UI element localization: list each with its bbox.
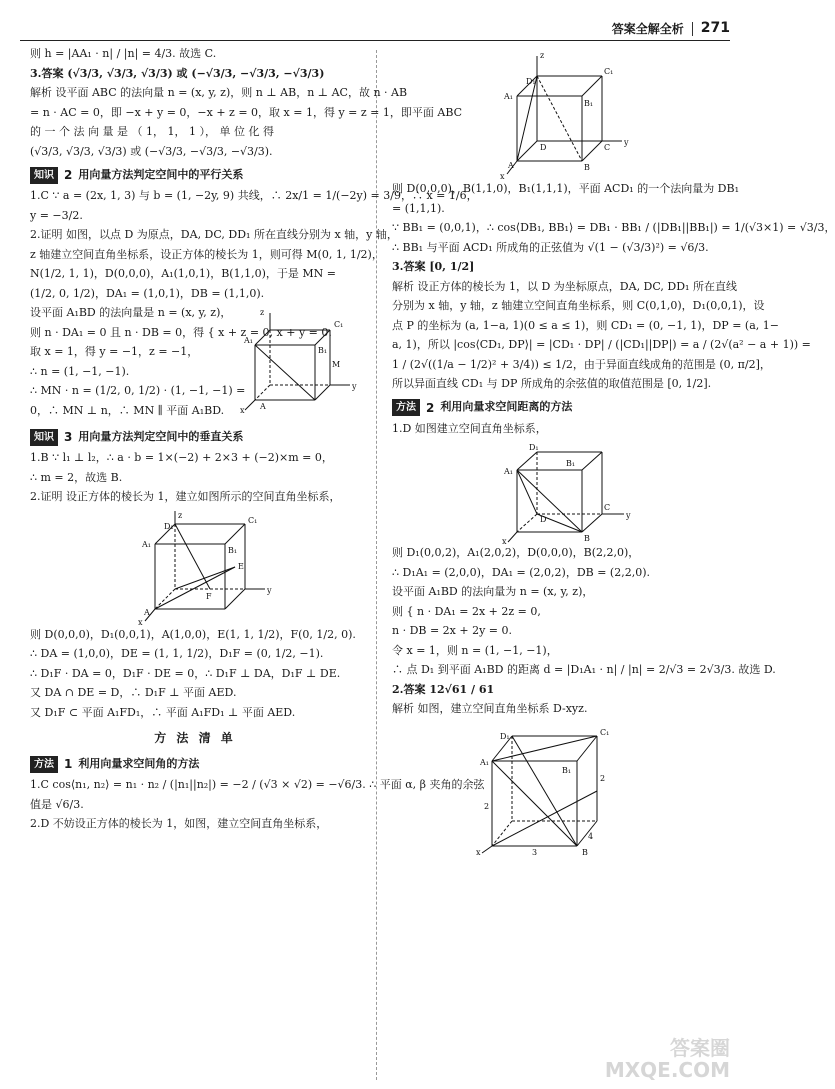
fig4-label-b1: B₁	[566, 459, 576, 468]
fig5-dim-2b: 2	[484, 801, 490, 811]
header-rule	[20, 40, 730, 41]
fig1-label-c: C	[604, 143, 611, 152]
section-tag: 知识	[30, 429, 58, 446]
cube-figure-4	[392, 440, 722, 545]
text-line: 则 { n · DA₁ = 2x + 2z = 0,	[392, 604, 541, 618]
cube-figure-3	[30, 509, 360, 627]
text-line: 分别为 x 轴，y 轴，z 轴建立空间直角坐标系，则 C(0,1,0)，D₁(0,0,1)，设	[392, 299, 765, 312]
fig4-label-c: C	[604, 503, 611, 512]
text-line: 1.D 如图建立空间直角坐标系，	[392, 421, 547, 435]
text-line: 则 D(0,0,0)，D₁(0,0,1)，A(1,0,0)，E(1, 1, 1/2)，F(0, 1/2, 0).	[30, 627, 356, 641]
text-line: ∴ D₁F · DA = 0，D₁F · DE = 0，∴ D₁F ⊥ DA，D₁F ⊥ DE.	[30, 666, 341, 680]
fig2-label-x: x	[240, 406, 245, 415]
fig3-label-x: x	[138, 617, 143, 627]
fig1-label-b1: B₁	[584, 99, 594, 108]
text-line: ∴ D₁A₁ = (2,0,0)，DA₁ = (2,0,2)，DB = (2,2,0).	[392, 565, 650, 579]
fig2-label-b1: B₁	[318, 346, 328, 355]
fig4-label-y: y	[626, 511, 631, 520]
fig5-label-b: B	[582, 847, 588, 857]
section-heading	[30, 166, 360, 184]
text-line: ∴ BB₁ 与平面 ACD₁ 所成角的正弦值为 √(1 − (√3/3)²) = √6/3.	[392, 240, 709, 254]
text-line: 设平面 A₁BD 的法向量是 n = (x, y, z)，	[30, 306, 232, 319]
fig5-label-a1: A₁	[480, 757, 489, 767]
right-column	[392, 46, 835, 857]
fig1-label-a1: A₁	[504, 92, 513, 101]
text-line: 1 / (2√((1/a − 1/2)² + 3/4)) ≤ 1/2，由于异面直线成角的范围是 (0, π/2]，	[392, 357, 771, 371]
fig2-label-a1: A₁	[244, 336, 253, 345]
text-line: 令 x = 1，则 n = (1, −1, −1)，	[392, 643, 558, 657]
answer-heading: 3.答案 (√3/3, √3/3, √3/3) 或 (−√3/3, −√3/3, −√3/3)	[30, 66, 325, 80]
fig5-dim-3: 3	[532, 847, 538, 857]
page-number: 271	[700, 20, 730, 36]
section-tag: 方法	[30, 756, 58, 773]
text-line: 设平面 A₁BD 的法向量为 n = (x, y, z)，	[392, 585, 594, 598]
fig1-label-d: D	[540, 143, 547, 152]
text-line: 0，∴ MN ⊥ n，∴ MN ∥ 平面 A₁BD.	[30, 403, 225, 417]
text-line: ∴ m = 2，故选 B.	[30, 470, 123, 484]
fig1-label-b: B	[584, 163, 590, 172]
text-line: n · DB = 2x + 2y = 0.	[392, 624, 513, 637]
text-line: 1.B ∵ l₁ ⊥ l₂，∴ a · b = 1×(−2) + 2×3 + (−2)×m = 0，	[30, 451, 333, 464]
fig2-label-y: y	[352, 382, 357, 391]
text-line: 解析 如图，建立空间直角坐标系 D-xyz.	[392, 702, 588, 715]
text-line: 点 P 的坐标为 (a, 1−a, 1)(0 ≤ a ≤ 1)，则 CD₁ = (0, −1, 1)，DP = (a, 1−	[392, 318, 779, 332]
fig2-label-c1: C₁	[334, 320, 344, 329]
text-line: 解析 设正方体的棱长为 1，以 D 为坐标原点，DA, DC, DD₁ 所在直线	[392, 279, 737, 293]
text-line: 则 n · DA₁ = 0 且 n · DB = 0，得 { x + z = 0, x + y = 0.	[30, 325, 332, 339]
fig3-label-d1: D₁	[164, 521, 174, 531]
text-line: 2.D 不妨设正方体的棱长为 1，如图，建立空间直角坐标系，	[30, 817, 328, 830]
method-list-heading: 方 法 清 单	[154, 731, 236, 745]
text-line: = (1,1,1).	[392, 201, 445, 215]
section-number: 2	[426, 400, 435, 415]
text-line: 则 D₁(0,0,2)，A₁(2,0,2)，D(0,0,0)，B(2,2,0)，	[392, 546, 640, 559]
text-line: ∴ MN · n = (1/2, 0, 1/2) · (1, −1, −1) =	[30, 384, 246, 397]
answer-heading: 2.答案 12√61 / 61	[392, 682, 495, 696]
section-title: 利用向量求空间距离的方法	[440, 400, 573, 414]
watermark-line2: MXQE.COM	[604, 1058, 730, 1082]
fig1-label-d1: D₁	[526, 77, 536, 86]
fig3-label-b1: B₁	[228, 545, 238, 555]
section-title: 用向量方法判定空间中的平行关系	[78, 167, 244, 181]
watermark-line1: 答案圈	[670, 1036, 730, 1060]
fig1-label-c1: C₁	[604, 67, 614, 76]
fig3-label-a1: A₁	[142, 539, 151, 549]
section-heading	[392, 399, 722, 417]
text-line: 取 x = 1，得 y = −1，z = −1，	[30, 345, 199, 358]
fig4-label-x: x	[502, 537, 507, 546]
section-number: 2	[64, 168, 73, 182]
section-number: 1	[64, 757, 73, 771]
text-line: N(1/2, 1, 1)，D(0,0,0)，A₁(1,0,1)，B(1,1,0)，于是 MN =	[30, 267, 336, 280]
section-heading	[30, 428, 360, 446]
answer-heading: 3.答案 [0, 1/2]	[392, 260, 475, 273]
fig4-label-d1: D₁	[529, 443, 539, 452]
fig4-label-a1: A₁	[504, 467, 513, 476]
fig2-label-a: A	[260, 402, 266, 411]
text-line: ∵ BB₁ = (0,0,1)，∴ cos⟨DB₁, BB₁⟩ = DB₁ · BB₁ / (|DB₁||BB₁|) = 1/(√3×1) = √3/3，	[392, 221, 835, 234]
fig3-label-e: E	[238, 561, 244, 571]
fig1-label-z: z	[540, 51, 545, 60]
section-title: 用向量方法判定空间中的垂直关系	[78, 429, 244, 443]
cube-figure-5	[392, 721, 722, 856]
text-line: ∴ 点 D₁ 到平面 A₁BD 的距离 d = |D₁A₁ · n| / |n| = 2/√3 = 2√3/3. 故选 D.	[392, 663, 776, 676]
fig3-label-z: z	[178, 510, 183, 520]
text-line: (√3/3, √3/3, √3/3) 或 (−√3/3, −√3/3, −√3/3).	[30, 144, 273, 158]
text-line: 又 DA ∩ DE = D，∴ D₁F ⊥ 平面 AED.	[30, 686, 237, 699]
text-line: 又 D₁F ⊂ 平面 A₁FD₁，∴ 平面 A₁FD₁ ⊥ 平面 AED.	[30, 705, 296, 719]
fig1-label-a: A	[508, 161, 514, 170]
text-line: ∴ n = (1, −1, −1).	[30, 364, 130, 378]
section-heading	[30, 755, 360, 773]
section-number: 3	[64, 430, 73, 444]
fig5-label-c1: C₁	[600, 727, 610, 737]
fig5-label-d1: D₁	[500, 731, 510, 741]
text-line: ∴ DA = (1,0,0)，DE = (1, 1, 1/2)，D₁F = (0, 1/2, −1).	[30, 647, 324, 660]
fig3-label-y: y	[267, 585, 272, 595]
text-line: 1.C ∵ a = (2x, 1, 3) 与 b = (1, −2y, 9) 共线，∴ 2x/1 = 1/(−2y) = 3/9，∴ x = 1/6，	[30, 189, 478, 202]
fig4-label-b: B	[584, 534, 590, 543]
fig1-label-y: y	[624, 138, 629, 147]
text-line: 2.证明 设正方体的棱长为 1，建立如图所示的空间直角坐标系，	[30, 490, 341, 503]
text-line: (1/2, 0, 1/2)，DA₁ = (1,0,1)，DB = (1,1,0).	[30, 286, 265, 300]
header-divider	[692, 22, 693, 36]
text-line: 则 D(0,0,0)，B(1,1,0)，B₁(1,1,1)，平面 ACD₁ 的一个法向量为 DB₁	[392, 182, 739, 195]
fig2-label-z: z	[260, 308, 265, 317]
text-line: 的 一 个 法 向 量 是 （ 1， 1， 1 ）， 单 位 化 得	[30, 125, 274, 138]
fig3-label-f: F	[206, 591, 212, 601]
cube-figure-2	[240, 305, 360, 415]
column-divider	[376, 50, 377, 1080]
text-line: z 轴建立空间直角坐标系，设正方体的棱长为 1，则可得 M(0, 1, 1/2)，	[30, 247, 383, 261]
fig4-label-d: D	[540, 515, 547, 524]
header-title: 答案全解全析	[611, 21, 684, 36]
text-line: 2.证明 如图，以点 D 为原点，DA, DC, DD₁ 所在直线分别为 x 轴，y 轴，	[30, 228, 398, 241]
section-title: 利用向量求空间角的方法	[78, 756, 200, 770]
fig5-dim-4: 4	[588, 831, 594, 841]
text-line: 所以异面直线 CD₁ 与 DP 所成角的余弦值的取值范围是 [0, 1/2].	[392, 377, 712, 390]
watermark	[605, 1037, 730, 1081]
fig5-label-x: x	[476, 847, 481, 857]
section-tag: 知识	[30, 167, 58, 184]
text-line: = n · AC = 0，即 −x + y = 0，−x + z = 0，取 x = 1，得 y = z = 1，即平面 ABC	[30, 105, 463, 119]
fig5-dim-2a: 2	[600, 773, 606, 783]
text-line: 则 h = |AA₁ · n| / |n| = 4/3. 故选 C.	[30, 47, 217, 60]
text-line: y = −3/2.	[30, 208, 83, 222]
text-line: a, 1)，所以 |cos⟨CD₁, DP⟩| = |CD₁ · DP| / (|CD₁||DP|) = a / (2√(a² − a + 1)) =	[392, 338, 811, 351]
cube-figure-1	[392, 46, 722, 181]
page-header	[612, 18, 730, 39]
text-line: 值是 √6/3.	[30, 797, 84, 811]
fig3-label-c1: C₁	[248, 515, 258, 525]
fig5-label-b1: B₁	[562, 765, 572, 775]
section-tag: 方法	[392, 399, 420, 416]
fig2-label-m: M	[332, 360, 341, 369]
text-line: 解析 设平面 ABC 的法向量 n = (x, y, z)，则 n ⊥ AB，n ⊥ AC，故 n · AB	[30, 86, 408, 99]
fig3-label-a: A	[144, 607, 150, 617]
fig1-label-x: x	[500, 172, 505, 181]
text-line: 1.C cos⟨n₁, n₂⟩ = n₁ · n₂ / (|n₁||n₂|) = −2 / (√3 × √2) = −√6/3. ∴ 平面 α, β 夹角的余弦	[30, 778, 485, 791]
